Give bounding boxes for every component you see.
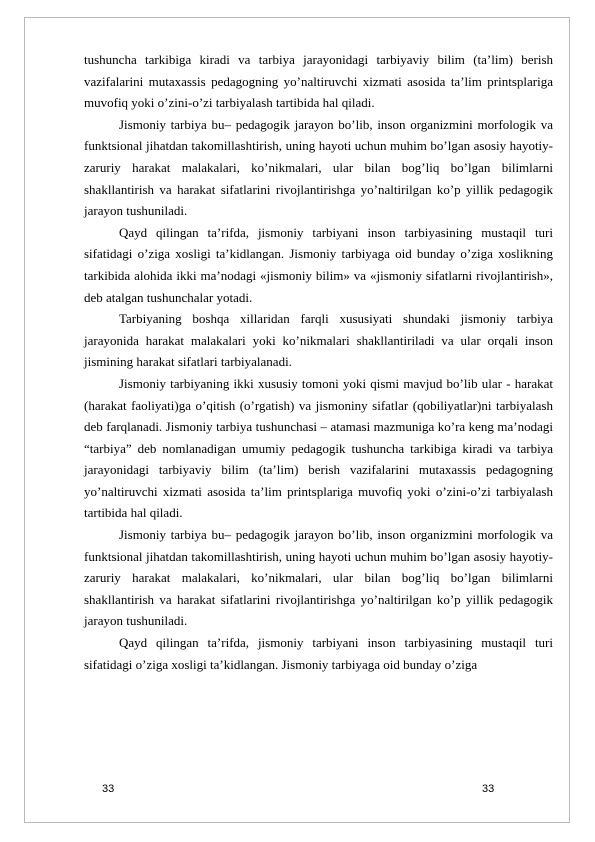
paragraph-3: Qayd qilingan ta’rifda, jismoniy tarbiyani inson tarbiyasining mustaqil turi sifatidagi o’ziga xosligi ta’kidlangan. Jismoniy tarbiyaga oid bunday o’ziga xoslikning tarkibida alohida ikki ma’nodagi «jismoniy bilim» va «jismoniy sifatlarni rivojlantirish», deb atalgan tushunchalar yotadi. [84, 224, 553, 305]
page-number-right: 33 [482, 783, 495, 795]
body-text [84, 49, 553, 675]
paragraph-1: tushuncha tarkibiga kiradi va tarbiya jarayonidagi tarbiyaviy bilim (ta’lim) berish vazifalarini mutaxassis pedagogning yo’naltiruvchi xizmati asosida ta’lim printsplariga muvofiq yoki o’zini-o’zi tarbiyalash tartibida hal qiladi. [84, 52, 553, 111]
paragraph-4: Tarbiyaning boshqa xillaridan farqli xususiyati shundaki jismoniy tarbiya jarayonida harakat malakalari yoki ko’nikmalari shakllantiriladi va ular orqali inson jismining harakat sifatlari tarbiyalanadi. [84, 311, 553, 370]
page-number-left: 33 [102, 783, 115, 795]
paragraph-6: Jismoniy tarbiya bu– pedagogik jarayon bo’lib, inson organizmini morfologik va funktsional jihatdan takomillashtirish, uning hayoti uchun muhim bo’lgan asosiy hayotiy- zaruriy harakat malakalari, ko’nikmalari, ular bilan bog’liq bo’lgan bilimlarni shakllantirish va harakat sifatlarini rivojlantirishga yo’naltirilgan ko’p yillik pedagogik jarayon tushuniladi. [84, 527, 553, 629]
paragraph-5: Jismoniy tarbiyaning ikki xususiy tomoni yoki qismi mavjud bo’lib ular - harakat (harakat faoliyati)ga o’qitish (o’rgatish) va jismoniny sifatlar (qobiliyatlar)ni tarbiyalash deb farqlanadi. Jismoniy tarbiya tushunchasi – atamasi mazmuniga ko’ra keng ma’nodagi “tarbiya” deb nomlanadigan umumiy pedagogik tushuncha tarkibiga kiradi va tarbiya jarayonidagi tarbiyaviy bilim (ta’lim) berish vazifalarini mutaxassis pedagogning yo’naltiruvchi xizmati asosida ta’lim printsplariga muvofiq yoki o’zini-o’zi tarbiyalash tartibida hal qiladi. [84, 375, 553, 521]
paragraph-7: Qayd qilingan ta’rifda, jismoniy tarbiyani inson tarbiyasining mustaqil turi sifatidagi o’ziga xosligi ta’kidlangan. Jismoniy tarbiyaga oid bunday o’ziga [84, 635, 553, 672]
paragraph-2: Jismoniy tarbiya bu– pedagogik jarayon bo’lib, inson organizmini morfologik va funktsional jihatdan takomillashtirish, uning hayoti uchun muhim bo’lgan asosiy hayotiy- zaruriy harakat malakalari, ko’nikmalari, ular bilan bog’liq bo’lgan bilimlarni shakllantirish va harakat sifatlarini rivojlantirishga yo’naltirilgan ko’p yillik pedagogik jarayon tushuniladi. [84, 116, 553, 219]
